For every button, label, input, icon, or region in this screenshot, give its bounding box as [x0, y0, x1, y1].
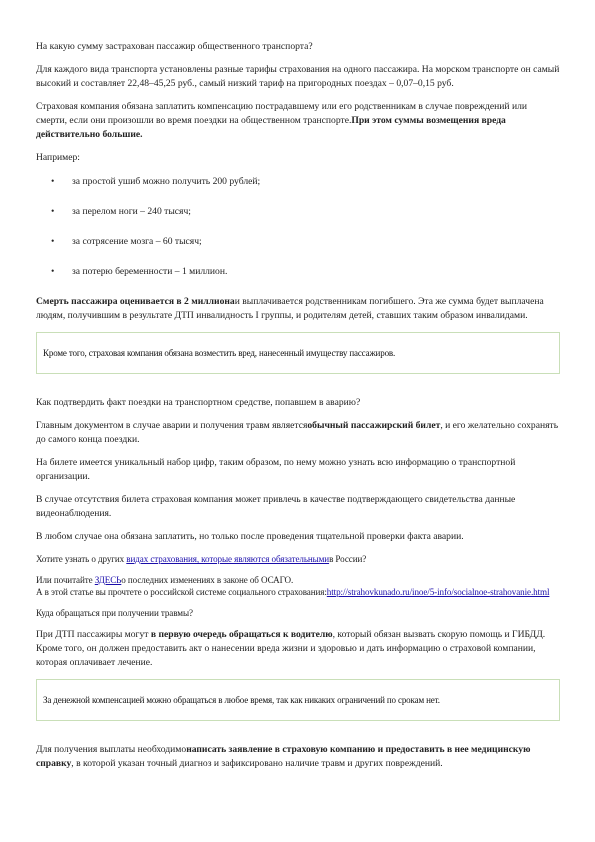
death-compensation-text: и выплачивается родственникам погибшего. Эта же сумма будет выплачена людям, получившим в результате ДТП инвалидность I группы, и родителям детей, ставших таким образом инвалидами. [36, 296, 544, 321]
other-insurance-text-c: в России? [329, 554, 367, 564]
bullet-icon: • [51, 266, 55, 277]
callout-box-property: Кроме того, страховая компания обязана возместить вред, нанесенный имуществу пассажиров. [36, 332, 560, 374]
paragraph-osago [36, 574, 560, 586]
paragraph-social-insurance [36, 586, 560, 598]
paragraph-compensation [36, 100, 560, 142]
callout-box-no-limits: За денежной компенсацией можно обращаться в любое время, так как никаких ограничений по срокам нет. [36, 679, 560, 721]
paragraph-ticket-digits: На билете имеется уникальный набор цифр, таким образом, по нему можно узнать всю информацию о транспортной организации. [36, 457, 516, 482]
paragraph-example-intro: Например: [36, 152, 80, 163]
list-item-text: за сотрясение мозга – 60 тысяч; [72, 236, 202, 247]
ticket-text-c: , и его желательно сохранять до самого конца поездки. [36, 420, 559, 445]
bullet-icon: • [51, 176, 55, 187]
payment-text-a: Для получения выплаты необходимо [36, 744, 187, 755]
paragraph-payment [36, 743, 560, 771]
compensation-text: Страховая компания обязана заплатить компенсацию пострадавшему или его родственникам в случае повреждений или смерти, если они произошли во время поездки на общественном транспорте. [36, 101, 528, 126]
ticket-bold: обычный пассажирский билет [307, 420, 441, 431]
social-insurance-link[interactable]: http://strahovkunado.ru/inoe/5-info/socialnoe-strahovanie.html [326, 587, 550, 597]
osago-text-c: о последних изменениях в законе об ОСАГО. [121, 575, 294, 585]
other-insurance-text-a: Хотите узнать о других [36, 554, 127, 564]
compensation-bold: При этом суммы возмещения вреда действительно большие. [36, 115, 506, 140]
payment-bold: написать заявление в страховую компанию и предоставить в нее медицинскую справку [36, 744, 531, 769]
driver-bold: в первую очередь обращаться к водителю [150, 629, 333, 640]
question-heading-confirm-trip: Как подтвердить факт поездки на транспортном средстве, попавшем в аварию? [36, 397, 361, 408]
list-item [36, 235, 560, 249]
document-page [36, 40, 560, 780]
list-item [36, 205, 560, 219]
list-item [36, 265, 560, 279]
driver-text-a: При ДТП пассажиры могут [36, 629, 151, 640]
osago-link[interactable]: ЗДЕСЬ [94, 575, 122, 585]
driver-text-c: , который обязан вызвать скорую помощь и ГИБДД. Кроме того, он должен предоставить акт о нанесении вреда жизни и здоровью и дать информацию о страховой компании, которая оплачивает лечение. [36, 629, 546, 668]
list-item-text: за простой ушиб можно получить 200 рублей; [72, 176, 261, 187]
social-insurance-text: А в этой статье вы прочтете о российской системе социального страхования: [36, 587, 327, 597]
payment-text-c: , в которой указан точный диагноз и зафиксировано наличие травм и других повреждений. [71, 758, 443, 769]
death-compensation-bold: Смерть пассажира оценивается в 2 миллиона [36, 296, 235, 307]
question-heading-injury: Куда обращаться при получении травмы? [36, 608, 193, 618]
paragraph-video: В случае отсутствия билета страховая компания может привлечь в качестве подтверждающего свидетельства данные видеонаблюдения. [36, 494, 516, 519]
paragraph-death-compensation [36, 295, 560, 323]
compensation-list [36, 175, 560, 279]
question-heading-insured-sum: На какую сумму застрахован пассажир общественного транспорта? [36, 41, 313, 52]
list-item [36, 175, 560, 189]
list-item-text: за потерю беременности – 1 миллион. [72, 266, 228, 277]
paragraph-verification: В любом случае она обязана заплатить, но только после проведения тщательной проверки факта аварии. [36, 531, 464, 542]
mandatory-insurance-link[interactable]: видах страхования, которые являются обязательными [126, 554, 330, 564]
list-item-text: за перелом ноги – 240 тысяч; [72, 206, 191, 217]
paragraph-other-insurance [36, 553, 560, 565]
paragraph-tariffs: Для каждого вида транспорта установлены разные тарифы страхования на одного пассажира. На морском транспорте он самый высокий и составляет 22,48–45,25 руб., самый низкий тариф на пригородных поездах – 0,07–0,15 руб. [36, 64, 560, 89]
bullet-icon: • [51, 206, 55, 217]
ticket-text-a: Главным документом в случае аварии и получения травм является [36, 420, 308, 431]
osago-text-a: Или почитайте [36, 575, 95, 585]
paragraph-ticket [36, 419, 560, 447]
bullet-icon: • [51, 236, 55, 247]
paragraph-driver [36, 628, 560, 670]
